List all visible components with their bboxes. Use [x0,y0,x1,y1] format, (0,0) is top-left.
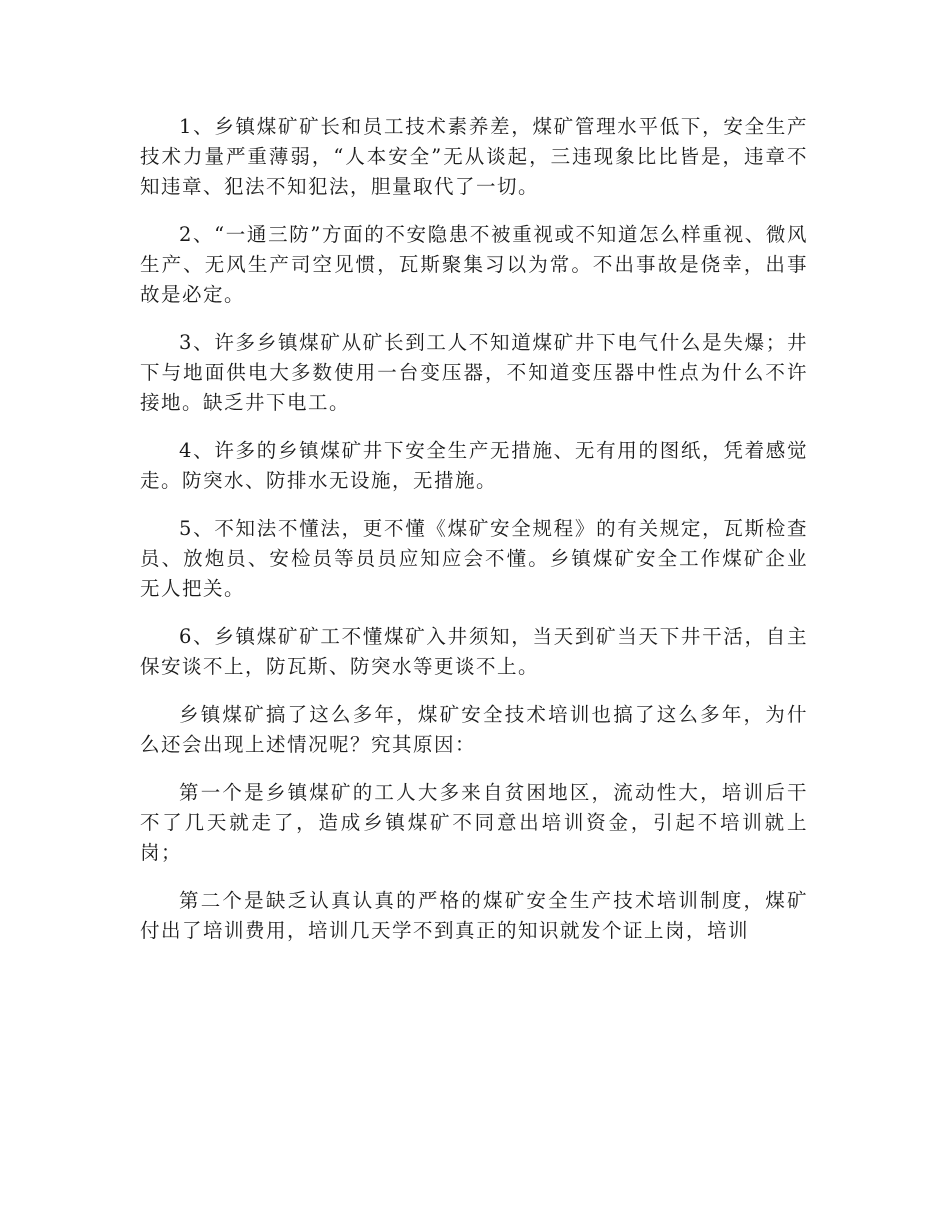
paragraph-4: 4、许多的乡镇煤矿井下安全生产无措施、无有用的图纸，凭着感觉走。防突水、防排水无设施，无措施。 [140,439,808,492]
paragraph-7: 乡镇煤矿搞了这么多年，煤矿安全技术培训也搞了这么多年，为什么还会出现上述情况呢？究其原因： [140,703,808,756]
paragraph-6: 6、乡镇煤矿矿工不懂煤矿入井须知，当天到矿当天下井干活，自主保安谈不上，防瓦斯、防突水等更谈不上。 [140,625,808,678]
paragraph-1: 1、乡镇煤矿矿长和员工技术素养差，煤矿管理水平低下，安全生产技术力量严重薄弱，“人本安全”无从谈起，三违现象比比皆是，违章不知违章、犯法不知犯法，胆量取代了一切。 [140,115,808,198]
paragraph-9: 第二个是缺乏认真认真的严格的煤矿安全生产技术培训制度，煤矿付出了培训费用，培训几天学不到真正的知识就发个证上岗，培训 [140,889,808,942]
document-page [140,112,808,964]
paragraph-5: 5、不知法不懂法，更不懂《煤矿安全规程》的有关规定，瓦斯检查员、放炮员、安检员等员员应知应会不懂。乡镇煤矿安全工作煤矿企业无人把关。 [140,517,808,600]
paragraph-8: 第一个是乡镇煤矿的工人大多来自贫困地区，流动性大，培训后干不了几天就走了，造成乡镇煤矿不同意出培训资金，引起不培训就上岗； [140,781,808,864]
paragraph-2: 2、“一通三防”方面的不安隐患不被重视或不知道怎么样重视、微风生产、无风生产司空见惯，瓦斯聚集习以为常。不出事故是侥幸，出事故是必定。 [140,223,808,306]
paragraph-3: 3、许多乡镇煤矿从矿长到工人不知道煤矿井下电气什么是失爆；井下与地面供电大多数使用一台变压器，不知道变压器中性点为什么不许接地。缺乏井下电工。 [140,331,808,414]
